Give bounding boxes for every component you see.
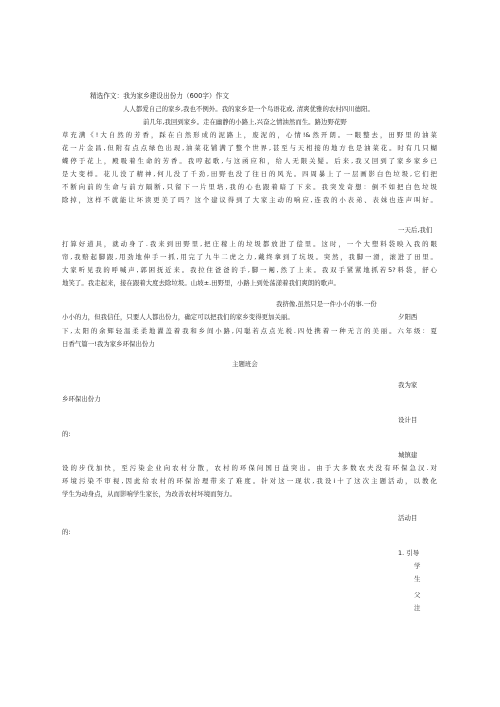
essay-line: 蝶停于花上，殿吸着生命的芳香。我哼起歌,与这函应和，给人无限关疑。后来,我又回到了家乡家乡已 (62, 157, 437, 165)
essay-line: 是大变样。花儿没了精神,何儿没了千劲,田野也没了往日的风光。四周暴上了一层画影白色垃圾,它们把 (62, 170, 437, 178)
essay-line: 不断向前的生命与前方隔断,只留下一片里培,我的心也跟着暗了下来。我突发奇想：倒不如把白色垃圾 (62, 183, 437, 191)
essay-line: 我挤像,虽然只是一件小小的事.一份 (276, 300, 377, 308)
essay-line: 打算好道具，就动身了.我来到田野里,把庄稼上的垃圾都放进了偿里。这时，一个大塑料袋映入我的眼 (62, 240, 437, 248)
design-text: 的: (62, 430, 71, 438)
section-heading: 主题班会 (232, 360, 258, 368)
essay-line: 大家听见我的呼喊声,郭困抚近来。我拉住爸爸的手,脚一阄,然了上来。我双手紧紧地抓若5?料袋，舒心 (62, 266, 437, 274)
design-label: 设计目 (398, 416, 418, 424)
activity-item: 1. 引导 (398, 549, 420, 557)
essay-line: 前几年,我回到家乡。走在幽静的小路上,兴奋之情油然而生。路边野花野 (143, 118, 347, 126)
topic-label: 我为家 (398, 381, 418, 389)
essay-line: 除掉，这样不就能让坏读更美了吗？这个建议得到了大家主动的响应,连我的小表弟、表妹也连声叫好。 (62, 196, 437, 204)
design-line: 设的步伐加快，至污染企业向农村分散，农村的环保问国日益突出。由于大多数农夫没有环保急汉.对 (62, 464, 437, 472)
vertical-char: 学 (414, 562, 421, 570)
essay-title: 精选作文：我为家乡建设出份力（600字）作文 (90, 92, 229, 100)
vertical-char: 生 (414, 575, 421, 583)
essay-line: 人人都爱自己的家乡,我也不例外。我的家乡是一个鸟语花或, 清爽优雅的农村四川德阳。 (123, 105, 374, 113)
topic-text: 乡环保出份力 (62, 395, 101, 403)
essay-line: 下,太阳的余辉轻温柔柔地濯盖着我和乡间小路,闪聪若点点光税.四处携着一种无言的美丽。六年级：夏 (62, 327, 437, 335)
vertical-char: 注 (414, 604, 421, 612)
design-line: 学生为动身点，从而影响学生家长，为改善农村坏境而努力。 (62, 490, 236, 498)
essay-line: 小小的力，但我信任，只要人人都出份力，确定可以把我们的家乡变得更加关丽。 (62, 313, 294, 321)
design-line: 城镇建 (398, 451, 418, 459)
vertical-char: 父 (414, 591, 421, 599)
design-line: 环境污染不审视,因此给农村的环保治理带来了难度。针对这一现状,我设i十了这次主题活动，以教化 (62, 477, 437, 485)
essay-line: 地笑了。我走起来，接在跟着大度去除垃圾。山坡±.田野里，小路上到处荡漾着我们爽朗的歌声。 (62, 279, 340, 287)
essay-line: 花一片金昌,但附有点点绿色出现,油菜花铺满了整个世界,甚至与天相接的地方也是油菜花。时有几只蝴 (62, 144, 437, 152)
essay-line: 夕阳西 (398, 313, 418, 321)
essay-line: 一天后,我们 (398, 226, 433, 234)
activity-label: 活动目 (398, 514, 418, 522)
essay-line: 帘,我赔起脚跟,用劲地伸手一抓,用完了九牛二虎之力,戴终拿到了坑圾。突然，我脚一滑，滚进了田里。 (62, 253, 437, 261)
essay-line: 草充满《!大自然的芳香，踩在自然形成的泥路上，废泥的，心情!&然开朗。一眼整去，田野里的油菜 (62, 131, 437, 139)
essay-line: 日香气篇一!我为家乡环保出份力 (62, 340, 155, 348)
activity-text: 的: (62, 528, 71, 536)
